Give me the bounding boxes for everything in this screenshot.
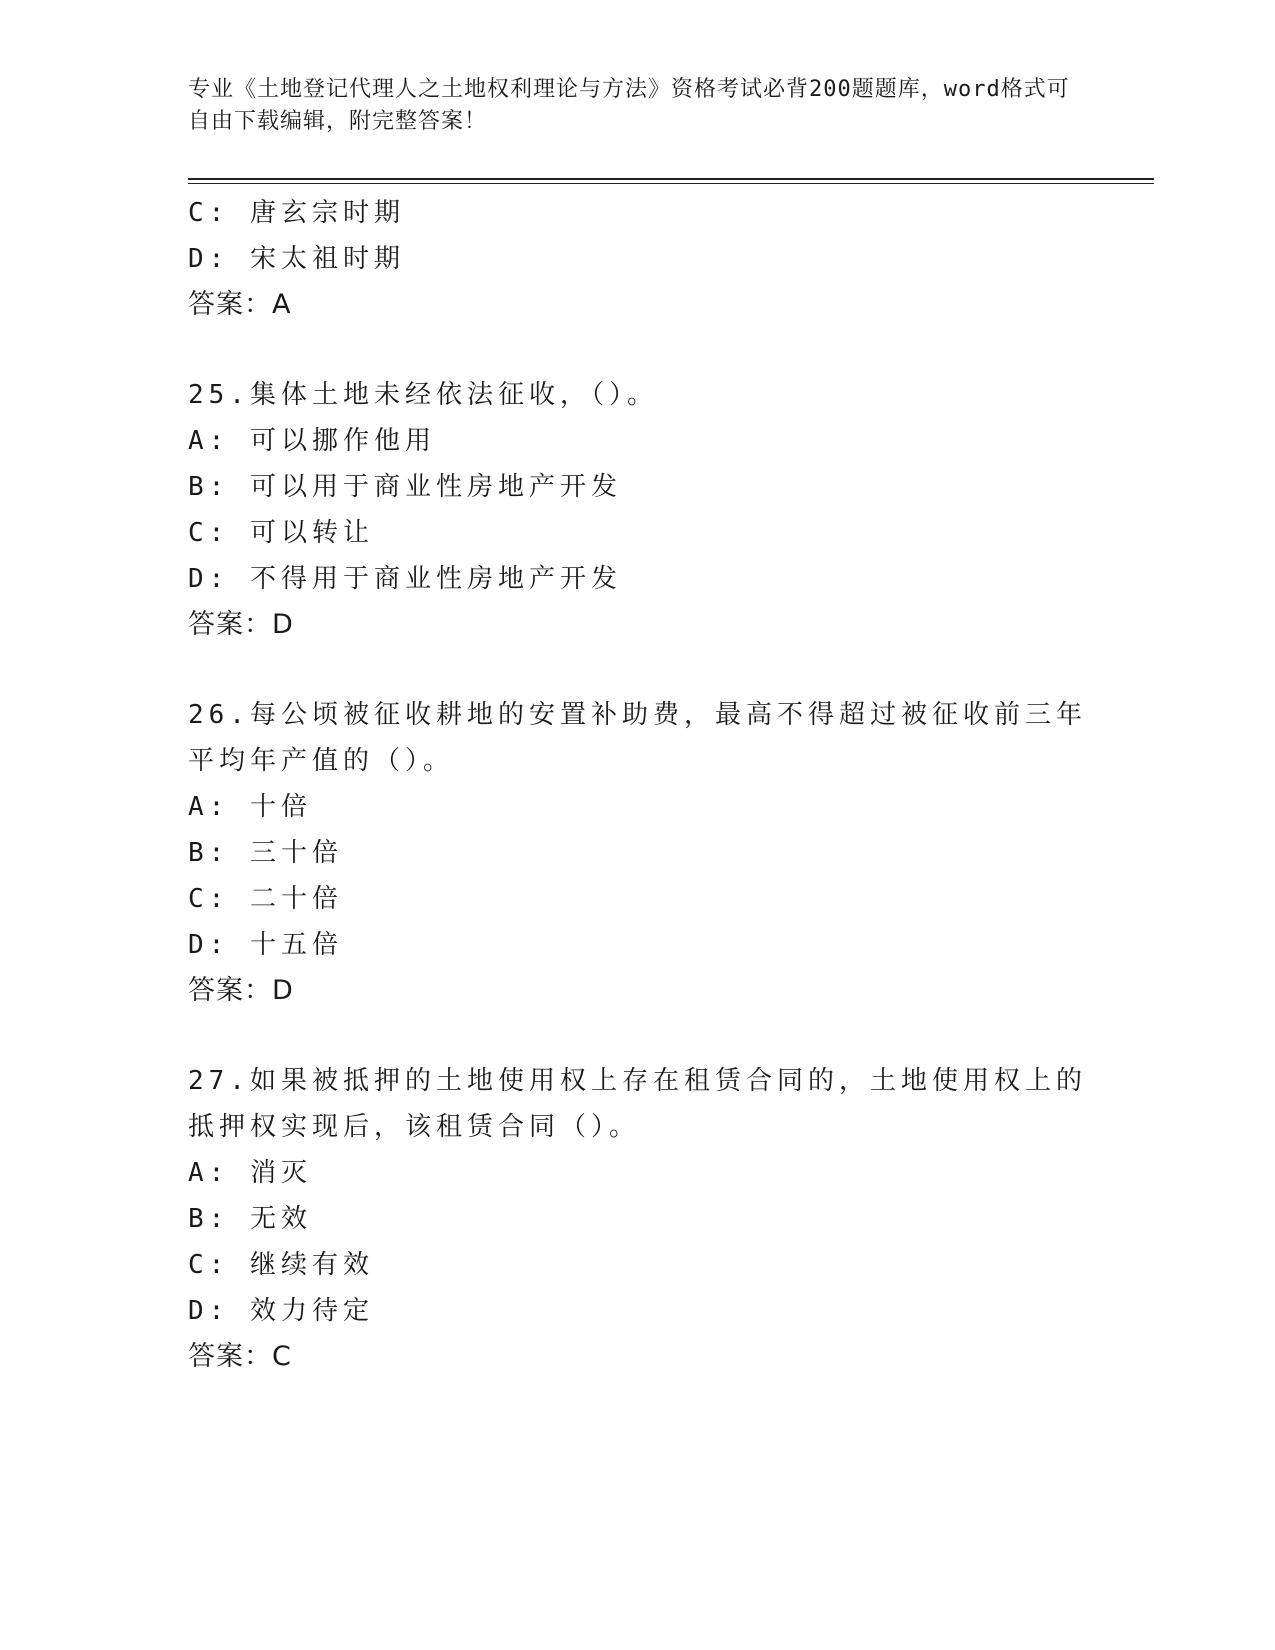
option-d: [188, 556, 1088, 602]
option-c: [188, 876, 1088, 922]
option-a: [188, 784, 1088, 830]
option-label: A:: [188, 792, 230, 822]
question-stem: 25.集体土地未经依法征收，（）。: [188, 380, 658, 410]
option-text: 不得用于商业性房地产开发: [249, 564, 622, 594]
option-c: [188, 510, 1088, 556]
option-text: 十倍: [249, 792, 312, 822]
option-label: A:: [188, 426, 230, 456]
option-text: 效力待定: [249, 1296, 374, 1326]
answer-line: 答案：C: [188, 1341, 292, 1372]
option-b: [188, 464, 1088, 510]
option-label: D:: [188, 564, 230, 594]
option-text: 唐玄宗时期: [249, 198, 405, 228]
option-text: 可以用于商业性房地产开发: [249, 472, 622, 502]
question-stem: 26.每公顷被征收耕地的安置补助费，最高不得超过被征收前三年平均年产值的（）。: [188, 700, 1087, 776]
option-label: C:: [188, 884, 230, 914]
option-label: C:: [188, 1250, 230, 1280]
option-label: A:: [188, 1158, 230, 1188]
header-divider-bottom: [188, 183, 1154, 184]
option-label: D:: [188, 1296, 230, 1326]
question-block-27: [188, 1058, 1088, 1380]
question-content: [188, 190, 1088, 1380]
option-a: [188, 1150, 1088, 1196]
option-text: 宋太祖时期: [249, 244, 405, 274]
option-label: B:: [188, 838, 230, 868]
option-text: 继续有效: [249, 1250, 374, 1280]
option-label: C:: [188, 198, 230, 228]
question-stem: 27.如果被抵押的土地使用权上存在租赁合同的，土地使用权上的抵押权实现后，该租赁合同（）。: [188, 1066, 1087, 1142]
option-text: 可以挪作他用: [249, 426, 436, 456]
question-block-26: [188, 692, 1088, 1014]
option-c: [188, 190, 1088, 236]
option-a: [188, 418, 1088, 464]
option-text: 十五倍: [249, 930, 343, 960]
option-c: [188, 1242, 1088, 1288]
header-divider-top: [188, 178, 1154, 180]
option-label: D:: [188, 930, 230, 960]
option-d: [188, 1288, 1088, 1334]
option-d: [188, 236, 1088, 282]
option-label: B:: [188, 1204, 230, 1234]
option-label: B:: [188, 472, 230, 502]
document-header: 专业《土地登记代理人之土地权利理论与方法》资格考试必背200题题库，word格式可自由下载编辑，附完整答案！: [188, 77, 1070, 134]
question-block-25: [188, 372, 1088, 648]
option-b: [188, 830, 1088, 876]
option-b: [188, 1196, 1088, 1242]
answer-line: 答案：D: [188, 975, 294, 1006]
option-text: 无效: [249, 1204, 312, 1234]
option-text: 二十倍: [249, 884, 343, 914]
question-block-partial: [188, 190, 1088, 328]
option-label: D:: [188, 244, 230, 274]
answer-line: 答案：A: [188, 289, 292, 320]
option-label: C:: [188, 518, 230, 548]
option-text: 三十倍: [249, 838, 343, 868]
option-text: 可以转让: [249, 518, 374, 548]
option-text: 消灭: [249, 1158, 312, 1188]
option-d: [188, 922, 1088, 968]
answer-line: 答案：D: [188, 609, 294, 640]
